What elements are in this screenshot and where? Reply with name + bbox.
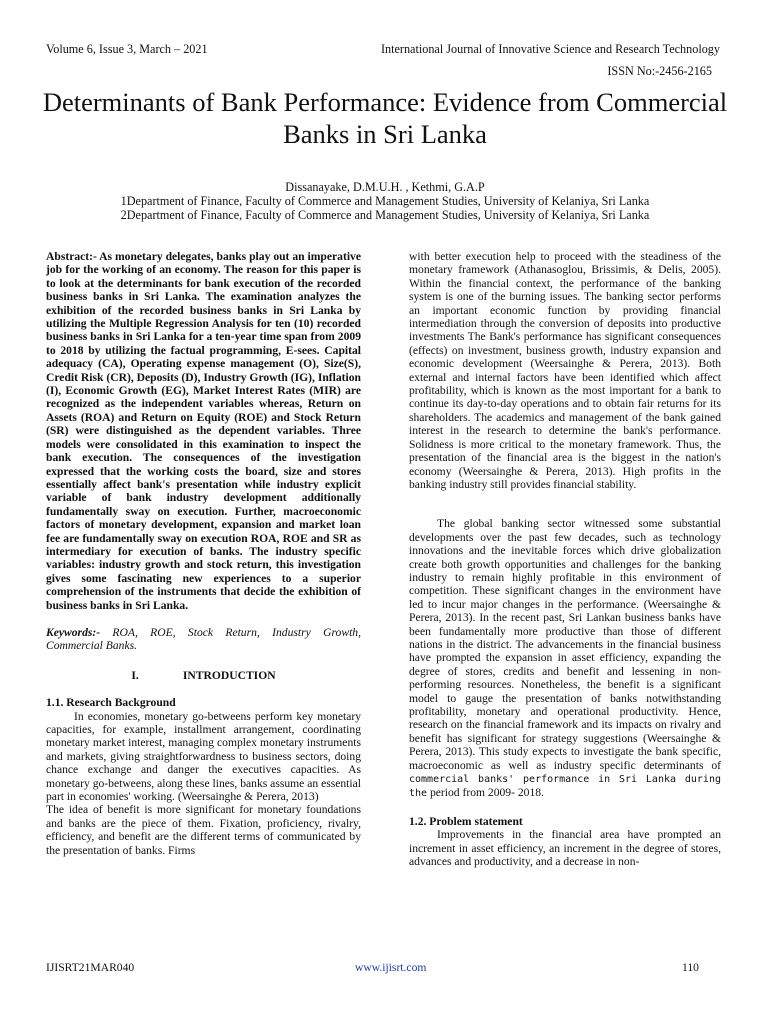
section-title: INTRODUCTION bbox=[182, 668, 276, 682]
left-column bbox=[46, 250, 361, 857]
subsection-heading-2: 1.2. Problem statement bbox=[409, 814, 523, 828]
footer-url-link[interactable]: www.ijisrt.com bbox=[355, 961, 427, 974]
section-heading bbox=[46, 669, 361, 682]
abstract: Abstract:- As monetary delegates, banks play out an imperative job for the working of an economy. The reason for this paper is to look at the determinants for bank execution of the recorded business banks in Sri Lanka. The examination analyzes the exhibition of the recorded business banks in Sri Lanka by utilizing the Multiple Regression Analysis for ten (10) recorded business banks in Sri Lanka for a ten-year time span from 2009 to 2018 by utilizing the factual programming, E-sees. Capital adequacy (CA), Operating expense management (O), Size(S), Credit Risk (CR), Deposits (D), Industry Growth (IG), Inflation (I), Economic Growth (EG), Market Interest Rates (MIR) are recognized as the independent variables whereas, Return on Assets (ROA) and Return on Equity (ROE) and Stock Return (SR) were distinguished as the dependent variables. Three models were consolidated in this examination to inspect the bank execution. The consequences of the investigation expressed that the working costs the board, size and stores essentially affect bank's presentation while industry explicit variable of bank industry development additionally fundamentally sway on execution. Further, macroeconomic factors of monetary development, expansion and market loan fee are fundamentally sway on execution ROA, ROE and SR as intermediary for execution of banks. The industry specific variables: industry growth and stock return, this investigation gives some fascinating new experiences to a superior comprehension of the instruments that decide the exhibition of business banks in Sri Lanka. bbox=[46, 250, 361, 612]
keywords-label: Keywords:- bbox=[46, 625, 101, 639]
paragraph-text: period from 2009- 2018. bbox=[427, 786, 544, 800]
subsection-heading-1: 1.1. Research Background bbox=[46, 696, 176, 710]
header-volume: Volume 6, Issue 3, March – 2021 bbox=[46, 42, 208, 56]
section-number: I. bbox=[131, 668, 139, 682]
paragraph: In economies, monetary go-betweens perform key monetary capacities, for example, installment arrangement, coordinating monetary market interest, managing complex monetary instruments and markets, giving straightforwardness to business sectors, doing chance exchange and danger the executives capacities. As monetary go-betweens, along these lines, banks assume an essential part in economies' working. (Weersainghe & Perera, 2013) bbox=[46, 709, 361, 804]
paragraph-text: The global banking sector witnessed some substantial developments over the past few decades, such as technology innovations and the inevitable forces which drive globalization create both growth opportunities and challenges for the banking industry to remain highly profitable in this environment of competition. These significant changes in the environment have led to incur major changes in the performance. (Weersainghe & Perera, 2013). In the recent past, Sri Lankan business banks have been fundamentally more productive than those of different nations in the district. The advancements in the financial business have prompted the expansion in asset efficiency, expanding the degree of stores, credits and benefit and lessening in non-performing resources. Nonetheless, the benefit is a significant model to gauge the presentation of banks notwithstanding profitability, monetary and operational productivity. Hence, research on the financial framework and its impacts on rivalry and benefit has significant for strategy suggestions (Weersainghe & Perera, 2013). This study expects to investigate the bank specific, macroeconomic as well as industry specific determinants of bbox=[409, 517, 721, 772]
affiliation-1: 1Department of Finance, Faculty of Commerce and Management Studies, University of Kelaniya, Sri Lanka bbox=[120, 194, 650, 208]
paragraph: with better execution help to proceed with the steadiness of the monetary framework (Athanasoglou, Brissimis, & Delis, 2005). Within the financial context, the performance of the banking system is one of the burning issues. The banking sector performs an important economic function by providing financial intermediation through the conversion of deposits into productive investments The Bank's performance has significant consequences (effects) on investment, business growth, industry expansion and economic development (Weersainghe & Perera, 2013). Both external and internal factors have been identified which affect profitability, which is known as the most important for a bank to continue its day-to-day operations and to obtain fair returns for its shareholders. The academics and management of the bank gained interest in the research to determine the bank's performance. Solidness is more critical to the monetary framework. Thus, the presentation of the financial area is the biggest in the nation's economy (Weersainghe & Perera, 2013). High profits in the banking industry still provides financial stability. bbox=[409, 250, 721, 491]
right-column bbox=[409, 250, 721, 868]
paragraph: The idea of benefit is more significant for monetary foundations and banks are the piece of them. Fixation, proficiency, rivalry, efficiency, and benefit are the different terms of communicated by the presentation of banks. Firms bbox=[46, 803, 361, 857]
author-names: Dissanayake, D.M.U.H. , Kethmi, G.A.P bbox=[285, 180, 485, 194]
paper-title: Determinants of Bank Performance: Evidence from Commercial Banks in Sri Lanka bbox=[42, 87, 728, 149]
paragraph bbox=[409, 517, 721, 801]
header-journal: International Journal of Innovative Science and Research Technology bbox=[380, 42, 720, 56]
paragraph-mono-text: commercial banks' performance in Sri Lanka during the bbox=[409, 774, 721, 800]
page-number: 110 bbox=[682, 961, 699, 974]
keywords-text: ROA, ROE, Stock Return, Industry Growth, Commercial Banks. bbox=[46, 625, 361, 653]
author-block bbox=[40, 180, 730, 222]
keywords bbox=[46, 626, 361, 653]
footer-code: IJISRT21MAR040 bbox=[46, 961, 135, 974]
header-issn: ISSN No:-2456-2165 bbox=[607, 64, 712, 78]
paragraph: Improvements in the financial area have prompted an increment in asset efficiency, an increment in the degree of stores, advances and productivity, and a decrease in non- bbox=[409, 828, 721, 869]
affiliation-2: 2Department of Finance, Faculty of Commerce and Management Studies, University of Kelaniya, Sri Lanka bbox=[120, 208, 650, 222]
